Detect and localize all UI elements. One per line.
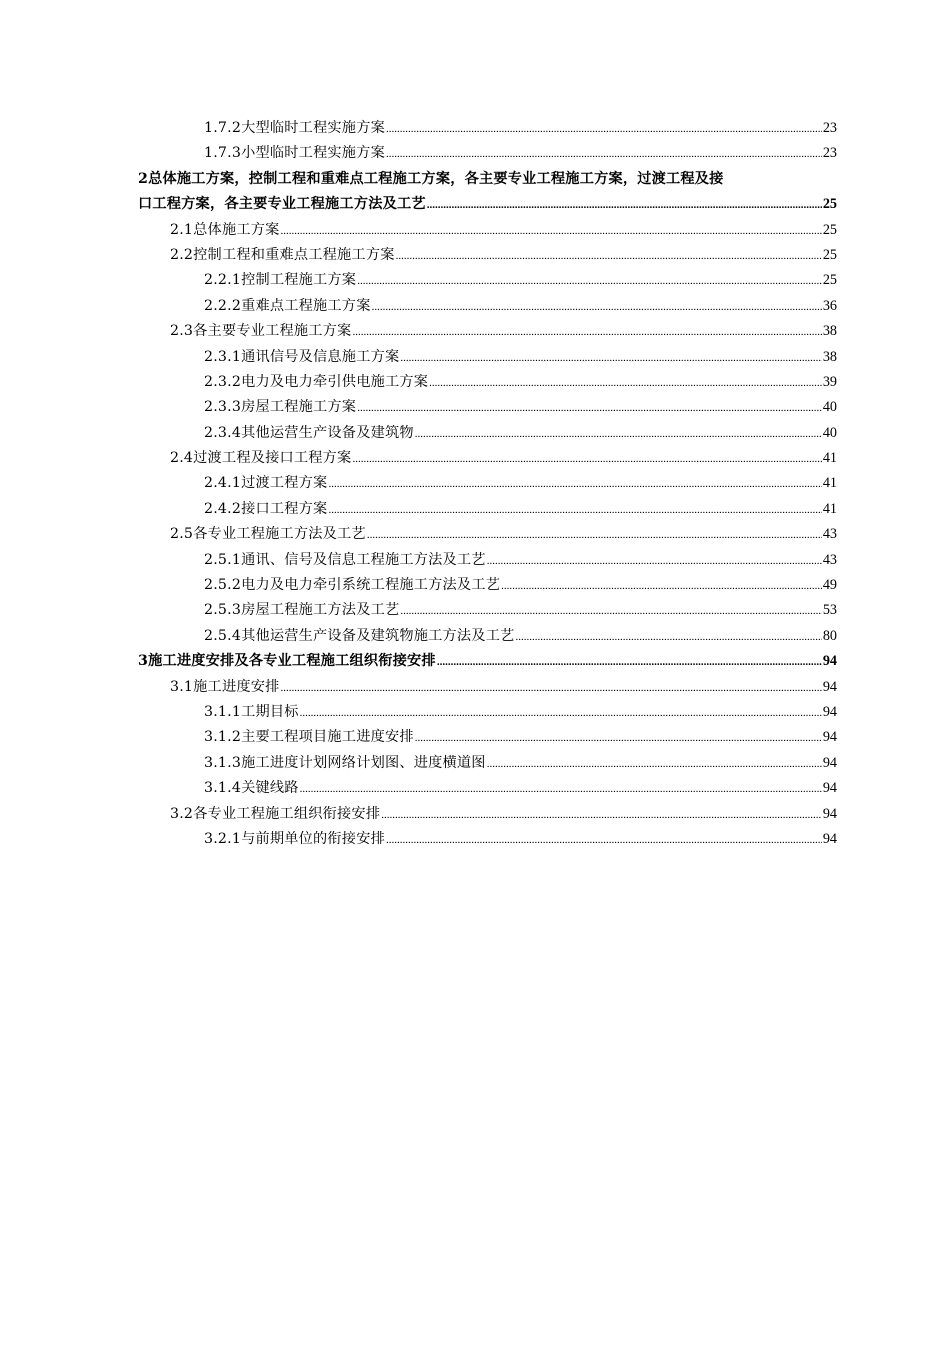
toc-item-title-line1: 2总体施工方案，控制工程和重难点工程施工方案，各主要专业工程施工方案，过渡工程及接	[138, 170, 724, 187]
toc-leader-dots	[400, 345, 821, 371]
toc-item[interactable]	[138, 268, 837, 293]
toc-leader-dots	[415, 421, 822, 447]
toc-page-number: 39	[822, 373, 837, 390]
toc-item-title: 2.3.1通讯信号及信息施工方案	[204, 348, 400, 365]
toc-item[interactable]	[138, 471, 837, 496]
toc-item[interactable]	[138, 141, 837, 166]
toc-page-number: 94	[822, 805, 837, 822]
toc-item-title: 2.4过渡工程及接口工程方案	[170, 450, 352, 467]
toc-leader-dots	[400, 598, 821, 624]
toc-leader-dots	[357, 268, 822, 294]
toc-leader-dots	[386, 116, 822, 142]
toc-page-number: 38	[822, 348, 837, 365]
toc-leader-dots	[281, 218, 822, 244]
toc-page-number: 36	[822, 297, 837, 314]
toc-leader-dots	[515, 624, 821, 650]
toc-item-title: 3.1.1工期目标	[204, 704, 299, 720]
toc-page-number: 94	[822, 780, 837, 797]
toc-item-title: 3.1.2主要工程项目施工进度安排	[204, 729, 414, 746]
toc-page-number: 94	[822, 830, 837, 847]
toc-section-item[interactable]	[138, 802, 837, 827]
toc-item-title: 1.7.3小型临时工程实施方案	[204, 145, 385, 162]
toc-leader-dots	[429, 370, 822, 396]
toc-page-number: 80	[822, 627, 837, 644]
toc-item-title: 2.3.4其他运营生产设备及建筑物	[204, 424, 414, 441]
toc-section-item[interactable]	[138, 218, 837, 243]
toc-page-number: 23	[822, 120, 837, 136]
toc-item-title: 2.5.1通讯、信号及信息工程施工方法及工艺	[204, 551, 486, 568]
toc-item-title: 3.2.1与前期单位的衔接安排	[204, 830, 385, 847]
toc-leader-dots	[328, 471, 821, 497]
toc-item-title: 2.5各专业工程施工方法及工艺	[170, 526, 366, 543]
toc-item-title: 2.5.4其他运营生产设备及建筑物施工方法及工艺	[204, 627, 515, 644]
toc-leader-dots	[367, 522, 822, 548]
toc-page-number: 94	[822, 653, 837, 670]
toc-item[interactable]	[138, 345, 837, 370]
toc-page-number: 94	[822, 678, 837, 695]
toc-leader-dots	[352, 446, 821, 472]
toc-page-number: 23	[822, 145, 837, 162]
toc-item-title: 3.1.4关键线路	[204, 780, 299, 797]
toc-item-title: 2.3.2电力及电力牵引供电施工方案	[204, 373, 429, 390]
toc-item-title: 2.3各主要专业工程施工方案	[170, 323, 352, 340]
toc-leader-dots	[501, 573, 822, 599]
toc-page-number: 38	[822, 323, 837, 340]
toc-leader-dots	[427, 192, 822, 218]
toc-item[interactable]	[138, 116, 837, 141]
toc-item-title: 3.1.3施工进度计划网络计划图、进度横道图	[204, 754, 486, 771]
toc-leader-dots	[357, 395, 822, 421]
toc-item[interactable]	[138, 700, 837, 725]
toc-item[interactable]	[138, 370, 837, 395]
toc-leader-dots	[487, 548, 822, 574]
toc-section-item[interactable]	[138, 243, 837, 268]
toc-leader-dots	[396, 243, 822, 269]
toc-item[interactable]	[138, 294, 837, 319]
toc-item[interactable]	[138, 421, 837, 446]
toc-page-number: 25	[822, 246, 837, 263]
toc-leader-dots	[352, 319, 821, 345]
toc-item-title: 3.1施工进度安排	[170, 678, 280, 695]
toc-item[interactable]	[138, 827, 837, 852]
toc-item-title: 3.2各专业工程施工组织衔接安排	[170, 805, 381, 822]
toc-page-number: 40	[822, 399, 837, 416]
toc-chapter-item[interactable]	[138, 167, 837, 218]
toc-item[interactable]	[138, 598, 837, 623]
toc-item-title: 3施工进度安排及各专业工程施工组织衔接安排	[138, 653, 436, 670]
toc-item-title: 口工程方案，各主要专业工程施工方法及工艺	[138, 196, 426, 213]
toc-page-number: 40	[822, 424, 837, 441]
toc-item-title: 2.1总体施工方案	[170, 221, 280, 238]
toc-page-number: 94	[822, 754, 837, 771]
toc-item[interactable]	[138, 751, 837, 776]
toc-section-item[interactable]	[138, 522, 837, 547]
toc-item[interactable]	[138, 497, 837, 522]
toc-page-number: 49	[822, 577, 837, 594]
toc-leader-dots	[381, 802, 822, 828]
toc-item-title: 2.2.1控制工程施工方案	[204, 272, 357, 289]
toc-leader-dots	[281, 675, 822, 701]
toc-leader-dots	[300, 776, 822, 802]
table-of-contents	[138, 116, 837, 852]
toc-page-number: 25	[822, 221, 837, 238]
toc-item-title: 2.4.1过渡工程方案	[204, 475, 328, 492]
toc-leader-dots	[437, 649, 822, 675]
toc-page-number: 43	[822, 551, 837, 568]
toc-item-title: 2.2.2重难点工程施工方案	[204, 297, 371, 314]
toc-item-title: 2.5.3房屋工程施工方法及工艺	[204, 602, 400, 619]
toc-item[interactable]	[138, 776, 837, 801]
toc-item[interactable]	[138, 548, 837, 573]
toc-item-title: 2.4.2接口工程方案	[204, 500, 328, 517]
toc-leader-dots	[386, 141, 822, 167]
toc-leader-dots	[372, 294, 822, 320]
toc-page-number: 94	[822, 729, 837, 746]
toc-page-number: 53	[822, 602, 837, 619]
toc-section-item[interactable]	[138, 446, 837, 471]
toc-page-number: 41	[822, 500, 837, 517]
toc-item-title: 2.5.2电力及电力牵引系统工程施工方法及工艺	[204, 577, 501, 594]
toc-page-number: 43	[822, 526, 837, 543]
toc-item-title: 2.2控制工程和重难点工程施工方案	[170, 246, 395, 263]
toc-leader-dots	[328, 497, 821, 523]
toc-item-title: 2.3.3房屋工程施工方案	[204, 399, 357, 416]
toc-leader-dots	[487, 751, 822, 777]
toc-leader-dots	[415, 725, 822, 751]
toc-page-number: 41	[822, 475, 837, 492]
toc-item[interactable]	[138, 624, 837, 649]
toc-item[interactable]	[138, 573, 837, 598]
toc-section-item[interactable]	[138, 319, 837, 344]
toc-leader-dots	[386, 827, 822, 853]
toc-section-item[interactable]	[138, 675, 837, 700]
toc-page-number: 25	[822, 196, 837, 213]
toc-item[interactable]	[138, 725, 837, 750]
toc-page-number: 94	[822, 704, 837, 720]
toc-page-number: 41	[822, 450, 837, 467]
toc-item[interactable]	[138, 395, 837, 420]
toc-chapter-item[interactable]	[138, 649, 837, 674]
toc-page-number: 25	[822, 272, 837, 289]
toc-leader-dots	[300, 700, 822, 726]
toc-item-title: 1.7.2大型临时工程实施方案	[204, 120, 385, 136]
